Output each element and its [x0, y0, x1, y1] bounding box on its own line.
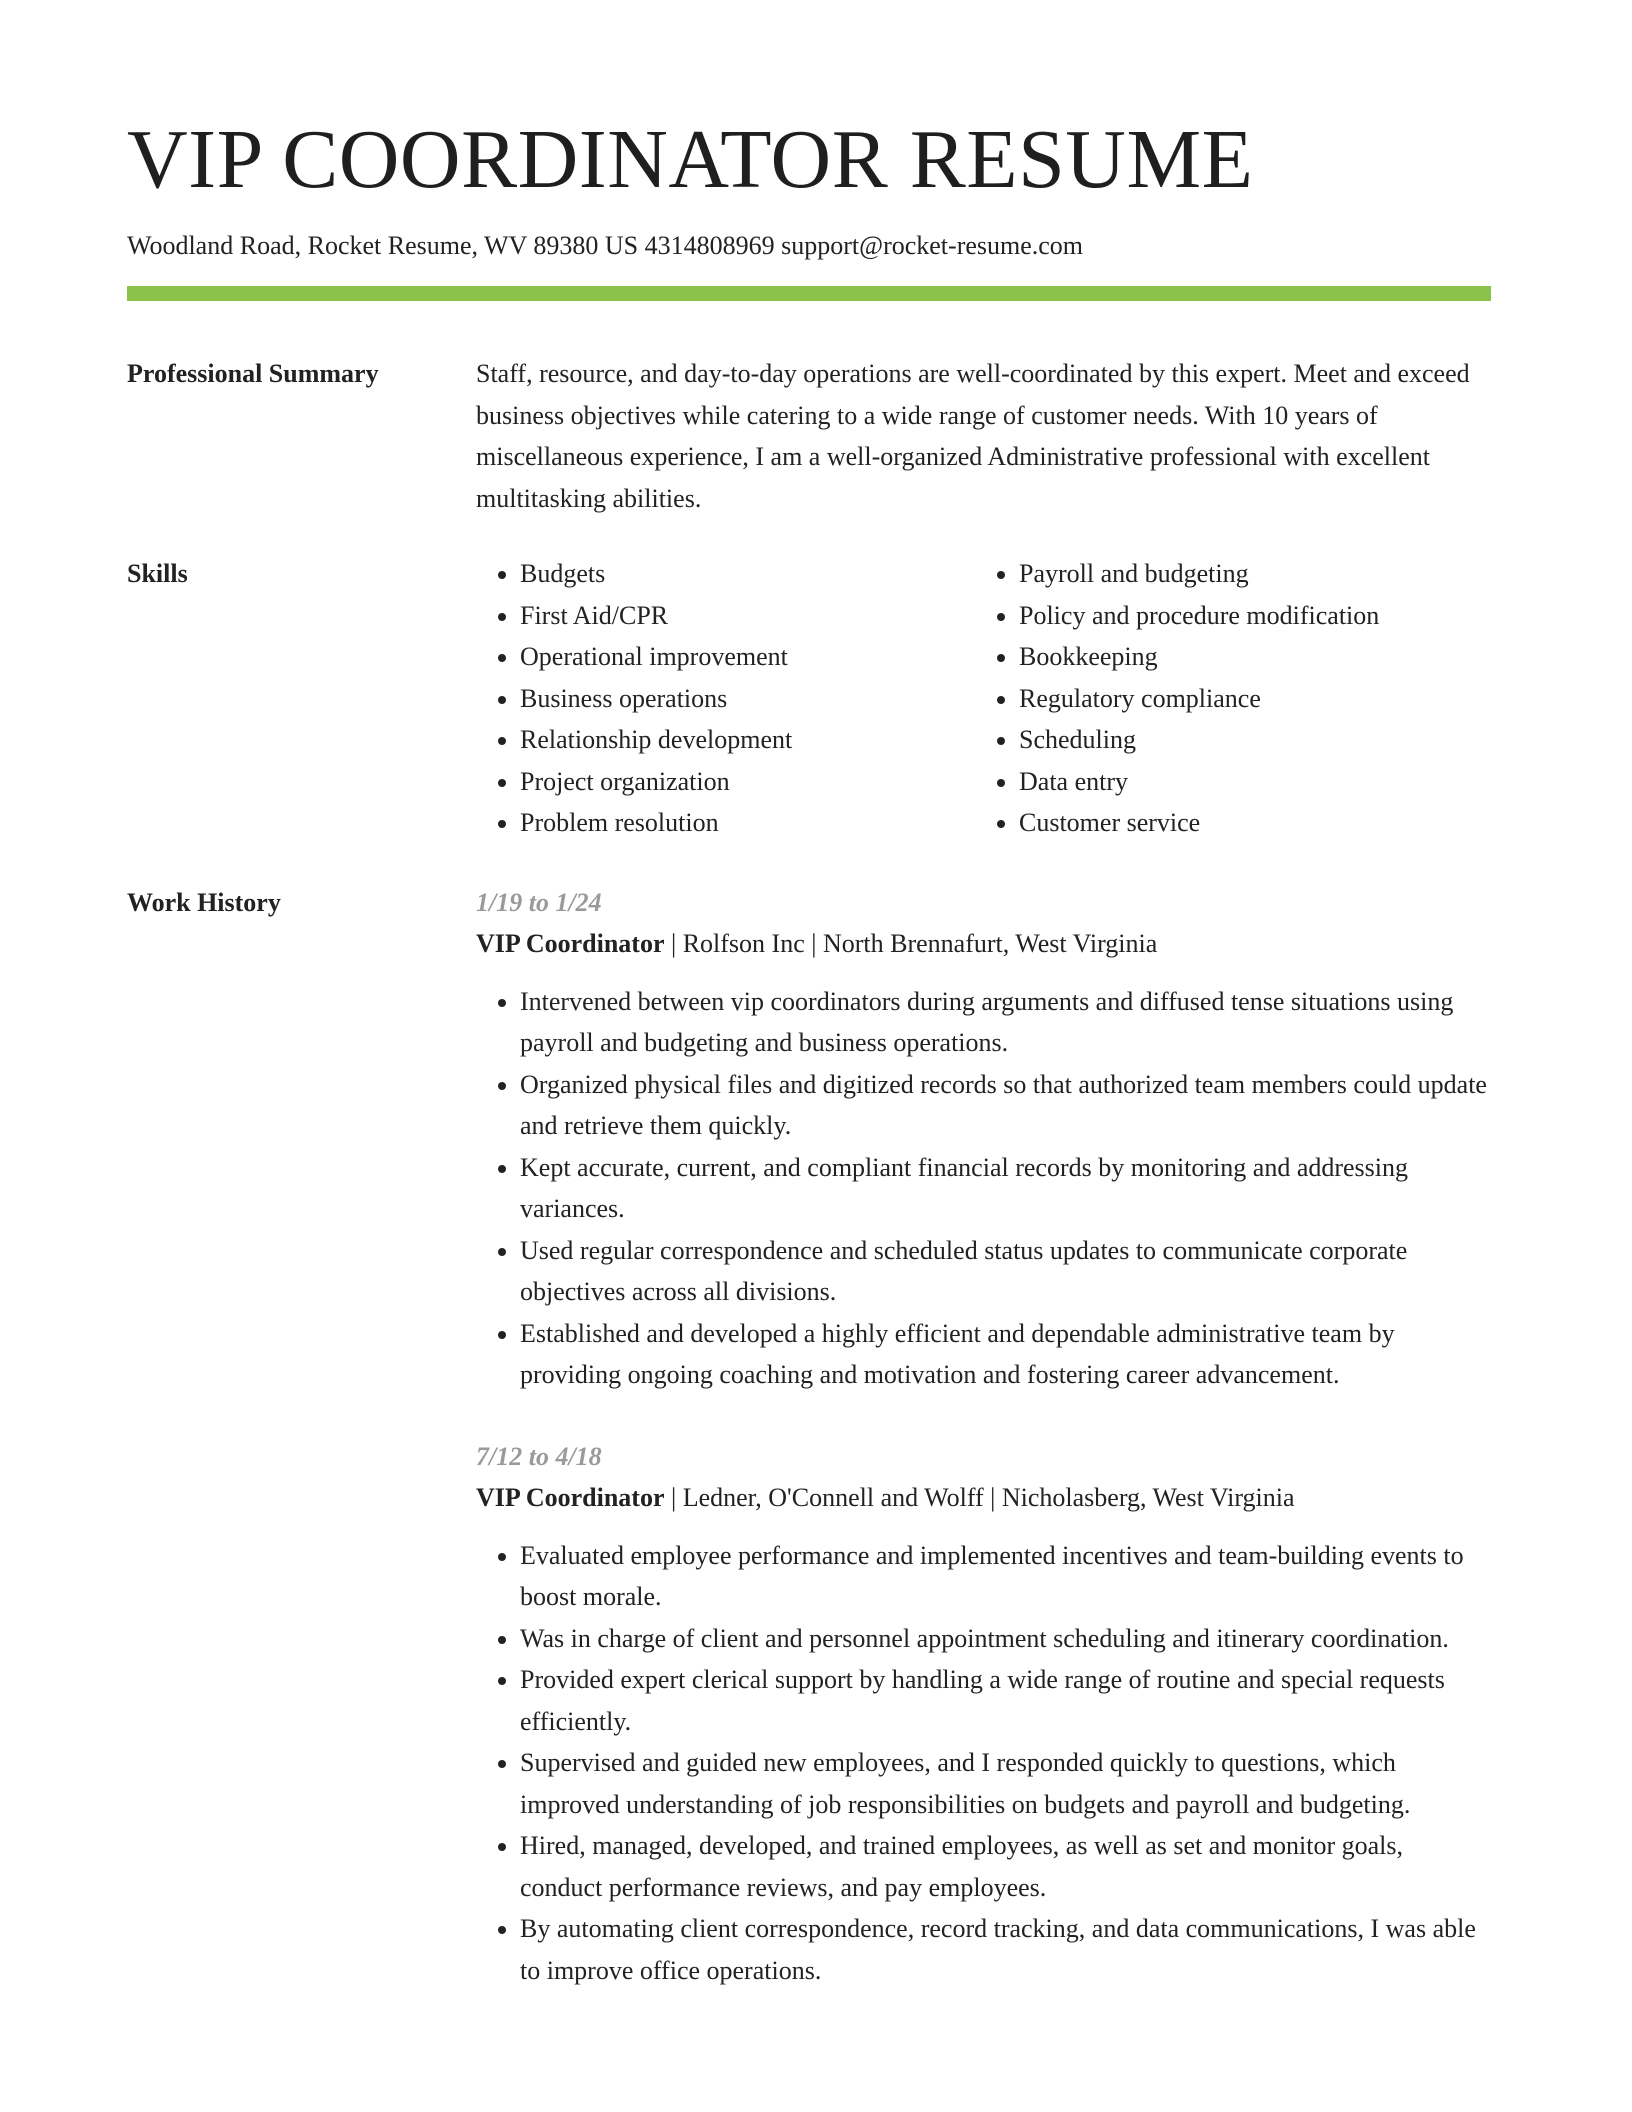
job-title: VIP Coordinator — [476, 929, 665, 959]
job-bullet: • Kept accurate, current, and compliant financial records by monitoring and addressing variances. — [520, 1147, 1491, 1230]
skill-item: • Bookkeeping — [1019, 636, 1379, 678]
job-bullets — [476, 981, 1491, 1396]
skill-item: • Business operations — [520, 678, 975, 720]
job-title-line — [476, 1477, 1491, 1519]
job-bullet: • Was in charge of client and personnel appointment scheduling and itinerary coordination. — [520, 1618, 1491, 1660]
job-bullet: • Intervened between vip coordinators during arguments and diffused tense situations using payroll and budgeting and business operations. — [520, 981, 1491, 1064]
job-bullets — [476, 1535, 1491, 1992]
skill-item: • Budgets — [520, 553, 975, 595]
job-details: | Rolfson Inc | North Brennafurt, West Virginia — [664, 929, 1158, 959]
job-dates: 1/19 to 1/24 — [476, 887, 602, 917]
resume-title: VIP COORDINATOR RESUME — [127, 113, 1254, 206]
skill-item: • Scheduling — [1019, 719, 1379, 761]
skills-section — [127, 553, 1491, 844]
job-entry — [476, 882, 1491, 1396]
skills-list-left — [476, 553, 975, 844]
job-bullet: • Evaluated employee performance and implemented incentives and team-building events to boost morale. — [520, 1535, 1491, 1618]
job-title-line — [476, 923, 1491, 965]
summary-text: Staff, resource, and day-to-day operations are well-coordinated by this expert. Meet and exceed business objectives while catering to a wide range of customer needs. With 10 years of miscellaneous experience, I am a well-organized Administrative professional with excellent multitasking abilities. — [476, 359, 1470, 513]
skill-item: • Operational improvement — [520, 636, 975, 678]
skill-item: • Relationship development — [520, 719, 975, 761]
summary-section — [127, 353, 1491, 519]
job-bullet: • Supervised and guided new employees, and I responded quickly to questions, which improved understanding of job responsibilities on budgets and payroll and budgeting. — [520, 1742, 1491, 1825]
skill-item: • Regulatory compliance — [1019, 678, 1379, 720]
work-history-heading: Work History — [127, 887, 281, 917]
job-bullet: • Established and developed a highly efficient and dependable administrative team by providing ongoing coaching and motivation and fostering career advancement. — [520, 1313, 1491, 1396]
contact-line: Woodland Road, Rocket Resume, WV 89380 US 4314808969 support@rocket-resume.com — [127, 231, 1084, 260]
work-history-section — [127, 882, 1491, 2032]
job-title: VIP Coordinator — [476, 1483, 665, 1513]
job-bullet: • Provided expert clerical support by handling a wide range of routine and special requests efficiently. — [520, 1659, 1491, 1742]
skill-item: • Data entry — [1019, 761, 1379, 803]
job-bullet: • By automating client correspondence, record tracking, and data communications, I was able to improve office operations. — [520, 1908, 1491, 1991]
job-entry — [476, 1436, 1491, 1992]
accent-divider — [127, 286, 1491, 301]
job-dates: 7/12 to 4/18 — [476, 1441, 602, 1471]
job-bullet: • Hired, managed, developed, and trained employees, as well as set and monitor goals, conduct performance reviews, and pay employees. — [520, 1825, 1491, 1908]
skill-item: • First Aid/CPR — [520, 595, 975, 637]
skill-item: • Policy and procedure modification — [1019, 595, 1379, 637]
skill-item: • Customer service — [1019, 802, 1379, 844]
skill-item: • Project organization — [520, 761, 975, 803]
job-bullet: • Organized physical files and digitized records so that authorized team members could update and retrieve them quickly. — [520, 1064, 1491, 1147]
resume-page — [127, 113, 1491, 2031]
skills-heading: Skills — [127, 559, 188, 589]
summary-heading: Professional Summary — [127, 359, 379, 389]
job-details: | Ledner, O'Connell and Wolff | Nicholasberg, West Virginia — [664, 1483, 1295, 1513]
skill-item: • Payroll and budgeting — [1019, 553, 1379, 595]
job-bullet: • Used regular correspondence and scheduled status updates to communicate corporate objectives across all divisions. — [520, 1230, 1491, 1313]
skills-list-right — [975, 553, 1379, 844]
skill-item: • Problem resolution — [520, 802, 975, 844]
